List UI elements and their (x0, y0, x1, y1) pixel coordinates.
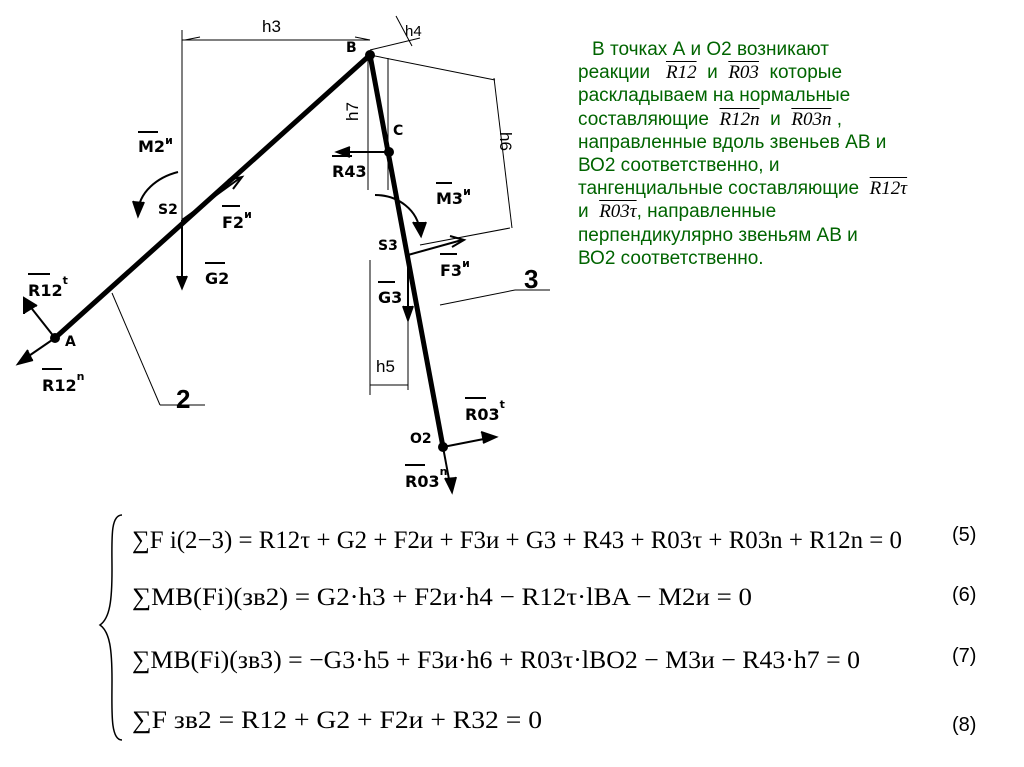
label-r12n: R12$^n$ (42, 370, 85, 395)
para-line-1: В точках А и О2 возникают (592, 39, 829, 60)
link-ab (55, 55, 370, 338)
para-line-8: и R03τ, направленные (578, 201, 777, 223)
para-line-10: ВО2 соответственно. (578, 247, 764, 269)
explanation-paragraph (578, 38, 1008, 270)
equation-6: ∑MB(Fi)(зв2) = G2·h3 + F2и·h4 − R12τ·lBA − M2и = 0 (132, 584, 752, 611)
para-line-2: реакции R12 и R03 которые (578, 62, 843, 84)
dim-h5: h5 (376, 357, 395, 376)
r12-symbol: R12 (665, 62, 697, 84)
label-b: B (346, 40, 357, 56)
equation-number-8: (8) (952, 714, 977, 736)
label-o2: O2 (410, 431, 432, 447)
dim-h6: h6 (496, 132, 515, 151)
equation-5: ∑F i(2−3) = R12τ + G2 + F2и + F3и + G3 + R43 + R03τ + R03n + R12n = 0 (132, 527, 902, 554)
dim-h3: h3 (262, 17, 281, 36)
joint-b (365, 50, 375, 60)
label-a: A (65, 334, 76, 350)
r03n-symbol: R03n (791, 108, 832, 130)
r12t-symbol: R12τ (869, 178, 908, 200)
equation-number-7: (7) (952, 645, 977, 667)
label-r43: R43 (332, 162, 367, 181)
r12n-symbol: R12n (719, 108, 760, 130)
r03t-symbol: R03τ (599, 201, 637, 223)
label-r03t: R03$^t$ (465, 398, 505, 424)
label-r03n: R03$^n$ (405, 465, 448, 491)
dim-h7: h7 (343, 102, 362, 121)
label-r12t: R12$^t$ (28, 274, 68, 300)
link-3-label: 3 (524, 264, 539, 294)
label-m3: $M3^и$ (436, 185, 471, 208)
equation-8: ∑F зв2 = R12 + G2 + F2и + R32 = 0 (132, 707, 542, 734)
label-m2: $M2^и$ (138, 134, 173, 156)
link-2-label: 2 (176, 384, 191, 414)
label-s2: S2 (158, 202, 178, 218)
equation-7: ∑MB(Fi)(зв3) = −G3·h5 + F3и·h6 + R03τ·lBO2 − M3и − R43·h7 = 0 (132, 647, 860, 674)
para-line-5: направленные вдоль звеньев АВ и (578, 131, 887, 153)
label-f2: $F2^и$ (222, 208, 252, 232)
label-f3: $F3^и$ (440, 257, 470, 280)
dim-h4: h4 (405, 23, 422, 40)
equation-number-5: (5) (952, 524, 977, 546)
label-g3: G3 (378, 288, 403, 307)
r03-symbol: R03 (728, 62, 759, 84)
para-line-7: тангенциальные составляющие R12τ (578, 178, 908, 200)
equation-number-6: (6) (952, 584, 977, 606)
label-c: C (393, 123, 404, 139)
para-line-6: ВО2 соответственно, и (578, 155, 780, 177)
label-g2: G2 (205, 269, 230, 288)
para-line-3: раскладываем на нормальные (578, 85, 851, 107)
system-brace (100, 515, 122, 740)
para-line-4: составляющие R12n и R03n , (578, 108, 843, 130)
para-line-9: перпендикулярно звеньям АВ и (578, 224, 858, 246)
label-s3: S3 (378, 238, 398, 254)
